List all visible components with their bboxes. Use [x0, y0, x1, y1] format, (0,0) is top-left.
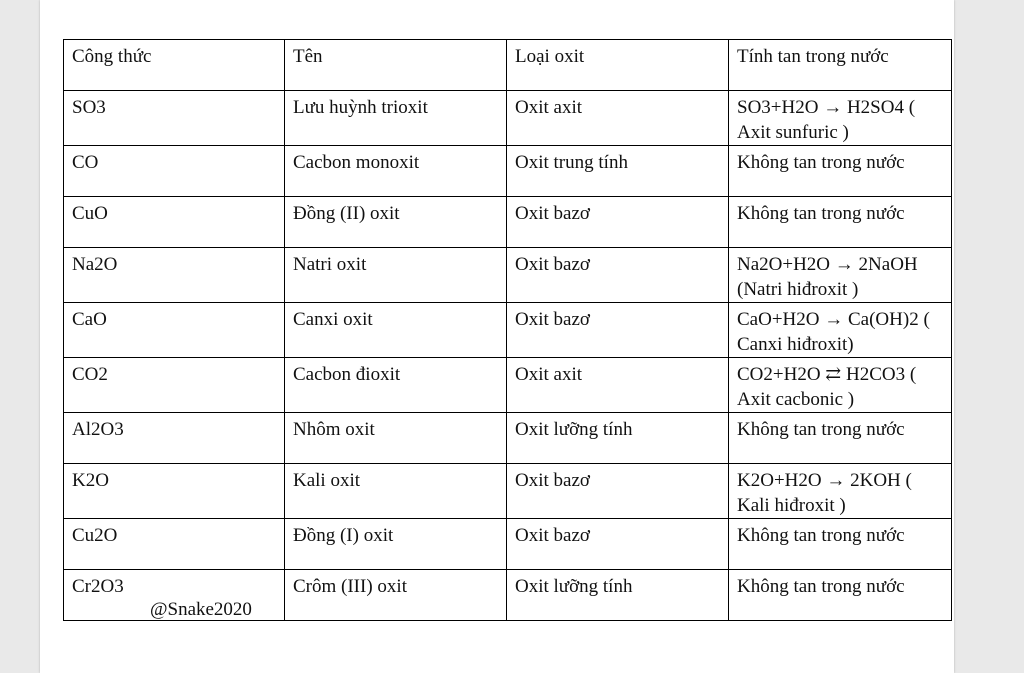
table-cell: Oxit bazơ: [507, 303, 729, 358]
table-cell: Đồng (I) oxit: [285, 519, 507, 570]
table-cell: Oxit trung tính: [507, 146, 729, 197]
header-cell-formula: Công thức: [64, 40, 285, 91]
table-cell: Na2O: [64, 248, 285, 303]
table-row: [64, 303, 952, 358]
table-cell: SO3+H2O → H2SO4 ( Axit sunfuric ): [729, 91, 952, 146]
table-cell: Cr2O3: [64, 570, 285, 621]
header-cell-solubility: Tính tan trong nước: [729, 40, 952, 91]
table-cell: Canxi oxit: [285, 303, 507, 358]
table-cell: Crôm (III) oxit: [285, 570, 507, 621]
table-cell: Oxit axit: [507, 358, 729, 413]
table-cell: Không tan trong nước: [729, 197, 952, 248]
table-cell: K2O: [64, 464, 285, 519]
table-cell: Natri oxit: [285, 248, 507, 303]
table-cell: Đồng (II) oxit: [285, 197, 507, 248]
table-cell: CuO: [64, 197, 285, 248]
table-cell: Oxit bazơ: [507, 197, 729, 248]
table-row: [64, 197, 952, 248]
table-row: [64, 91, 952, 146]
table-cell: Không tan trong nước: [729, 413, 952, 464]
table-row: [64, 146, 952, 197]
header-cell-name: Tên: [285, 40, 507, 91]
table-row: [64, 464, 952, 519]
table-cell: Oxit lưỡng tính: [507, 570, 729, 621]
header-cell-oxide-type: Loại oxit: [507, 40, 729, 91]
table-cell: CO: [64, 146, 285, 197]
table-cell: Oxit axit: [507, 91, 729, 146]
table-cell: Không tan trong nước: [729, 570, 952, 621]
table-cell: Cu2O: [64, 519, 285, 570]
table-row: [64, 413, 952, 464]
table-row: [64, 358, 952, 413]
table-cell: SO3: [64, 91, 285, 146]
table-cell: CaO: [64, 303, 285, 358]
table-cell: Không tan trong nước: [729, 146, 952, 197]
table-header-row: [64, 40, 952, 91]
document-page: [40, 0, 954, 673]
table-cell: CO2+H2O ⇄ H2CO3 ( Axit cacbonic ): [729, 358, 952, 413]
table-cell: Nhôm oxit: [285, 413, 507, 464]
table-cell: Oxit bazơ: [507, 248, 729, 303]
table-cell: Lưu huỳnh trioxit: [285, 91, 507, 146]
table-cell: Oxit lưỡng tính: [507, 413, 729, 464]
table-cell: Kali oxit: [285, 464, 507, 519]
table-cell: Al2O3: [64, 413, 285, 464]
table-cell: CaO+H2O → Ca(OH)2 ( Canxi hiđroxit): [729, 303, 952, 358]
table-row: [64, 519, 952, 570]
oxide-table: [63, 39, 952, 621]
table-cell: K2O+H2O → 2KOH ( Kali hiđroxit ): [729, 464, 952, 519]
table-cell: Oxit bazơ: [507, 464, 729, 519]
table-cell: CO2: [64, 358, 285, 413]
table-cell: Na2O+H2O → 2NaOH (Natri hiđroxit ): [729, 248, 952, 303]
table-cell: Cacbon đioxit: [285, 358, 507, 413]
table-cell: Oxit bazơ: [507, 519, 729, 570]
author-credit: @Snake2020: [150, 599, 252, 620]
table-row: [64, 248, 952, 303]
table-cell: Cacbon monoxit: [285, 146, 507, 197]
table-cell: Không tan trong nước: [729, 519, 952, 570]
